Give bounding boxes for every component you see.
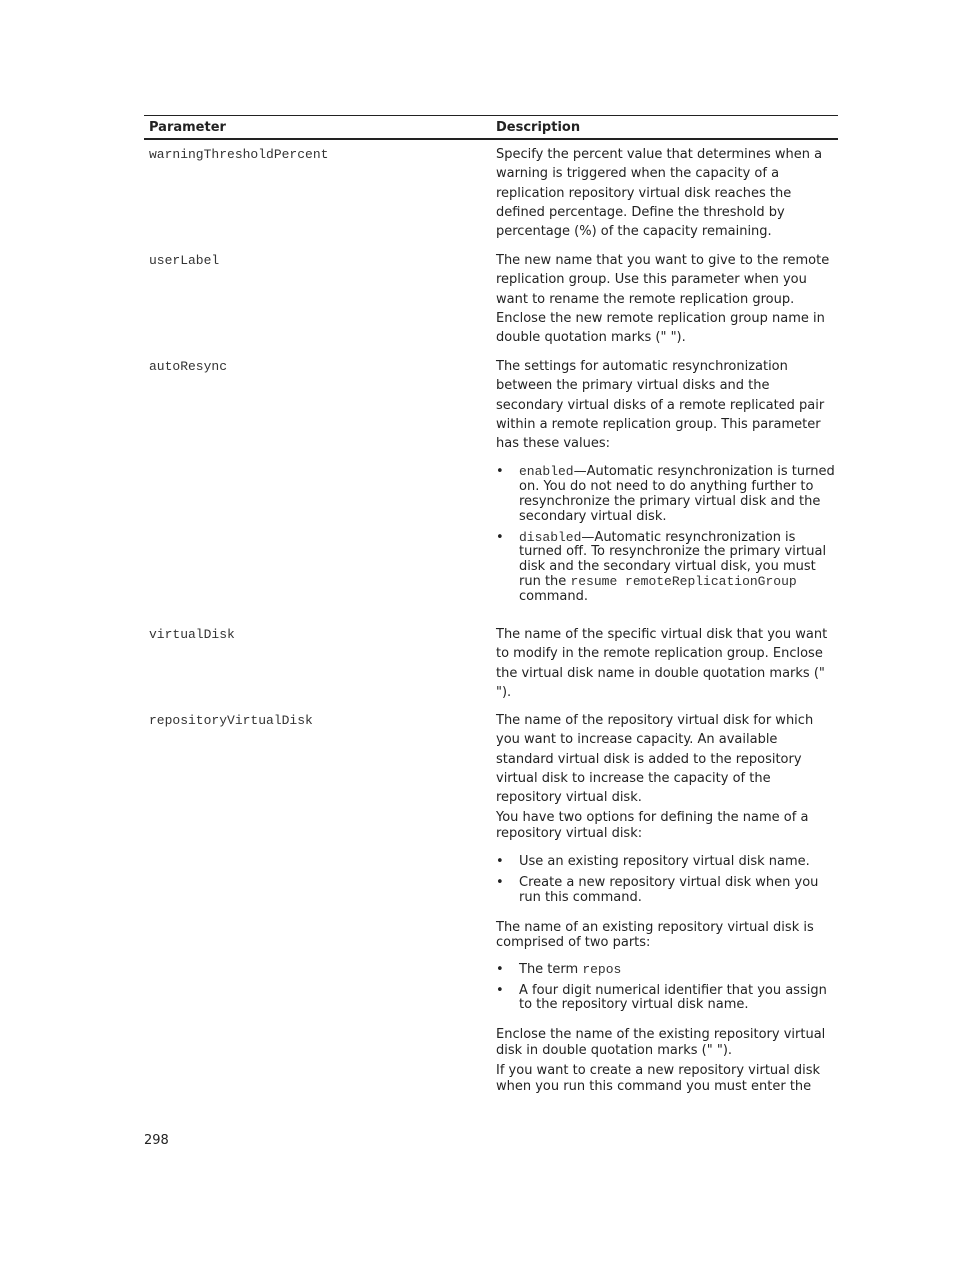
param-name: virtualDisk (149, 627, 235, 642)
list-item (496, 531, 836, 605)
list-item: • Create a new repository virtual disk when you run this command. (496, 876, 836, 906)
page-number: 298 (144, 1133, 169, 1148)
options-list (496, 855, 836, 905)
description-text: You have two options for defining the name of a repository virtual disk: (496, 810, 809, 841)
param-description (496, 625, 836, 702)
table-header (144, 115, 838, 140)
code-value: enabled (519, 464, 574, 480)
param-name: repositoryVirtualDisk (149, 713, 313, 728)
parts-list (496, 963, 836, 1013)
param-name: autoResync (149, 359, 228, 374)
description-text: The name of the specific virtual disk that you want to modify in the remote replication group. Enclose the virtual disk name in double quotation marks (" "). (496, 627, 828, 700)
header-description: Description (496, 120, 581, 135)
param-description (496, 711, 836, 1094)
description-text: The settings for automatic resynchronization between the primary virtual disks and the secondary virtual disks of a remote replicated pair within a remote replication group. This parameter has these values: (496, 359, 825, 452)
list-item (496, 963, 836, 978)
description-text: Specify the percent value that determines when a warning is triggered when the capacity of a replication repository virtual disk reaches the defined percentage. Define the threshold by percentage (%) of the capacity remaining. (496, 147, 823, 240)
list-item-text: command. (519, 588, 589, 604)
param-description (496, 251, 836, 347)
list-item-text: The term (519, 961, 583, 977)
param-name: userLabel (149, 253, 220, 268)
param-description (496, 357, 836, 605)
list-item-text: —Automatic resynchronization is turned off. To resynchronize the primary virtual disk and the secondary virtual disk, you must run the (519, 529, 827, 590)
list-item (496, 465, 836, 524)
code-command: resume remoteReplicationGroup (570, 574, 797, 590)
parameter-table (144, 115, 838, 1094)
header-parameter: Parameter (149, 120, 226, 135)
description-text: The new name that you want to give to the remote replication group. Use this parameter when you want to rename the remote replication group. Enclose the new remote replication group name in double quotation marks (" "). (496, 253, 830, 346)
code-value: disabled (519, 529, 582, 545)
description-text: Enclose the name of the existing repository virtual disk in double quotation marks (" "). (496, 1027, 826, 1058)
param-name: warningThresholdPercent (149, 147, 329, 162)
description-text: The name of an existing repository virtual disk is comprised of two parts: (496, 919, 814, 951)
description-text: If you want to create a new repository virtual disk when you run this command you must enter the (496, 1063, 821, 1094)
list-item-text: —Automatic resynchronization is turned on. You do not need to do anything further to resynchronize the primary virtual disk and the secondary virtual disk. (519, 464, 835, 524)
param-description (496, 145, 836, 241)
values-list (496, 465, 836, 604)
code-value: repos (582, 961, 622, 977)
list-item: • Use an existing repository virtual disk name. (496, 855, 836, 870)
description-text: The name of the repository virtual disk for which you want to increase capacity. An available standard virtual disk is added to the repository virtual disk to increase the capacity of the repository virtual disk. (496, 713, 814, 806)
list-item: • A four digit numerical identifier that you assign to the repository virtual disk name. (496, 984, 836, 1014)
